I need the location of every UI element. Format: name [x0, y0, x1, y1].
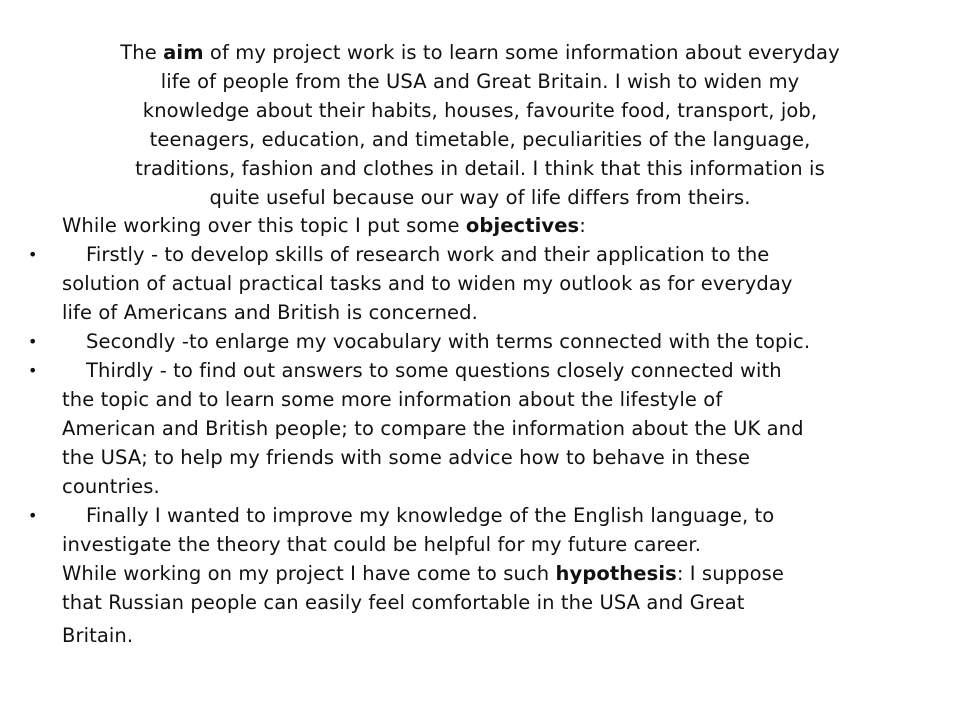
bullet-1-line-1: Firstly - to develop skills of research work and their application to the	[86, 243, 770, 266]
intro-line-6: quite useful because our way of life differs from theirs.	[209, 186, 751, 209]
bullet-item-2	[62, 327, 810, 356]
hypothesis-line-2: that Russian people can easily feel comfortable in the USA and Great	[62, 591, 745, 614]
bullet-1-line-3: life of Americans and British is concerned.	[62, 301, 478, 324]
bullet-3-line-4: the USA; to help my friends with some advice how to behave in these	[62, 446, 751, 469]
bullet-marker-1: •	[28, 245, 38, 264]
keyword-aim: aim	[163, 41, 204, 64]
intro-paragraph	[60, 38, 900, 212]
intro-line-2: life of people from the USA and Great Britain. I wish to widen my	[160, 70, 800, 93]
intro-line-4: teenagers, education, and timetable, peculiarities of the language,	[149, 128, 811, 151]
bullet-marker-4: •	[28, 506, 38, 525]
bullet-marker-3: •	[28, 361, 38, 380]
keyword-objectives: objectives	[465, 214, 580, 237]
intro-line-1: The aim of my project work is to learn some information about everyday	[120, 41, 840, 64]
bullet-3-line-5: countries.	[62, 475, 160, 498]
intro-line-5: traditions, fashion and clothes in detail. I think that this information is	[135, 157, 825, 180]
objectives-intro: While working over this topic I put some objectives:	[62, 214, 586, 237]
intro-line-3: knowledge about their habits, houses, favourite food, transport, job,	[142, 99, 818, 122]
bullet-item-4	[62, 501, 774, 559]
bullet-3-line-1: Thirdly - to find out answers to some questions closely connected with	[86, 359, 782, 382]
bullet-3-line-2: the topic and to learn some more information about the lifestyle of	[62, 388, 723, 411]
keyword-hypothesis: hypothesis	[555, 562, 677, 585]
bullet-3-line-3: American and British people; to compare the information about the UK and	[62, 417, 804, 440]
hypothesis-paragraph	[62, 559, 784, 650]
bullet-2-line-1: Secondly -to enlarge my vocabulary with terms connected with the topic.	[86, 330, 811, 353]
bullet-item-1	[62, 240, 793, 327]
bullet-item-3	[62, 356, 804, 501]
bullet-1-line-2: solution of actual practical tasks and to widen my outlook as for everyday	[62, 272, 793, 295]
bullet-4-line-1: Finally I wanted to improve my knowledge of the English language, to	[86, 504, 775, 527]
hypothesis-line-1: While working on my project I have come to such hypothesis: I suppose	[62, 562, 784, 585]
bullet-marker-2: •	[28, 332, 38, 351]
hypothesis-line-3: Britain.	[62, 624, 134, 647]
bullet-4-line-2: investigate the theory that could be helpful for my future career.	[62, 533, 701, 556]
